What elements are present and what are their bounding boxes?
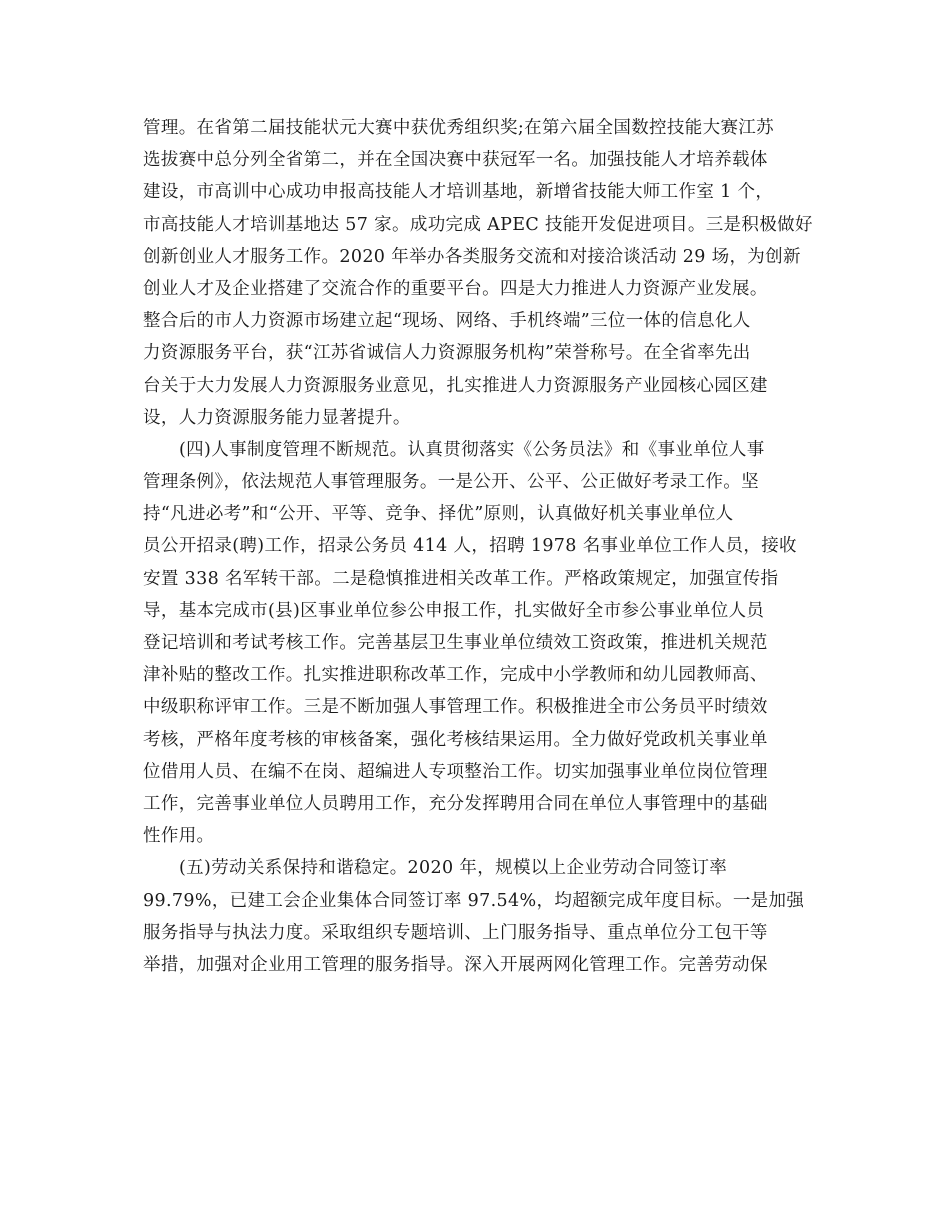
text-line: 99.79%，已建工会企业集体合同签订率 97.54%，均超额完成年度目标。一是加强 bbox=[143, 890, 805, 911]
text-line: 考核，严格年度考核的审核备案，强化考核结果运用。全力做好党政机关事业单 bbox=[143, 729, 768, 750]
text-line: 力资源服务平台，获“江苏省诚信人力资源服务机构”荣誉称号。在全省率先出 bbox=[143, 343, 751, 364]
text-line: 选拔赛中总分列全省第二，并在全国决赛中获冠军一名。加强技能人才培养载体 bbox=[143, 150, 768, 171]
text-line: 位借用人员、在编不在岗、超编进人专项整治工作。切实加强事业单位岗位管理 bbox=[143, 761, 768, 782]
paragraph-talent-services bbox=[143, 112, 813, 434]
text-line: 整合后的市人力资源市场建立起“现场、网络、手机终端”三位一体的信息化人 bbox=[143, 311, 751, 332]
text-line: 导，基本完成市(县)区事业单位参公申报工作，扎实做好全市参公事业单位人员 bbox=[143, 600, 765, 621]
text-line: 创业人才及企业搭建了交流合作的重要平台。四是大力推进人力资源产业发展。 bbox=[143, 278, 768, 299]
document-body bbox=[143, 112, 813, 981]
text-line: 台关于大力发展人力资源服务业意见，扎实推进人力资源服务产业园核心园区建 bbox=[143, 375, 768, 396]
text-line: 建设，市高训中心成功申报高技能人才培训基地，新增省技能大师工作室 1 个， bbox=[143, 182, 774, 203]
text-line: 中级职称评审工作。三是不断加强人事管理工作。积极推进全市公务员平时绩效 bbox=[143, 697, 768, 718]
text-line: 性作用。 bbox=[143, 826, 215, 847]
text-line: 津补贴的整改工作。扎实推进职称改革工作，完成中小学教师和幼儿园教师高、 bbox=[143, 665, 768, 686]
text-line: 设，人力资源服务能力显著提升。 bbox=[143, 407, 411, 428]
text-line: (五)劳动关系保持和谐稳定。2020 年，规模以上企业劳动合同签订率 bbox=[179, 858, 728, 879]
paragraph-personnel-management bbox=[143, 434, 813, 852]
text-line: 登记培训和考试考核工作。完善基层卫生事业单位绩效工资政策，推进机关规范 bbox=[143, 633, 768, 653]
text-line: 服务指导与执法力度。采取组织专题培训、上门服务指导、重点单位分工包干等 bbox=[143, 922, 768, 943]
text-line: 安置 338 名军转干部。二是稳慎推进相关改革工作。严格政策规定，加强宣传指 bbox=[143, 568, 779, 589]
text-line: 市高技能人才培训基地达 57 家。成功完成 APEC 技能开发促进项目。三是积极做好 bbox=[143, 214, 813, 235]
text-line: 持“凡进必考”和“公开、平等、竞争、择优”原则，认真做好机关事业单位人 bbox=[143, 504, 734, 525]
text-line: 管理条例》，依法规范人事管理服务。一是公开、公平、公正做好考录工作。坚 bbox=[143, 472, 759, 493]
text-line: 管理。在省第二届技能状元大赛中获优秀组织奖;在第六届全国数控技能大赛江苏 bbox=[143, 118, 774, 138]
text-line: 工作，完善事业单位人员聘用工作，充分发挥聘用合同在单位人事管理中的基础 bbox=[143, 793, 768, 814]
text-line: 举措，加强对企业用工管理的服务指导。深入开展两网化管理工作。完善劳动保 bbox=[143, 954, 768, 975]
text-line: 创新创业人才服务工作。2020 年举办各类服务交流和对接洽谈活动 29 场，为创新 bbox=[143, 246, 801, 267]
text-line: 员公开招录(聘)工作，招录公务员 414 人，招聘 1978 名事业单位工作人员，接收 bbox=[143, 536, 797, 557]
text-line: (四)人事制度管理不断规范。认真贯彻落实《公务员法》和《事业单位人事 bbox=[179, 439, 765, 460]
paragraph-labor-relations bbox=[143, 852, 813, 981]
